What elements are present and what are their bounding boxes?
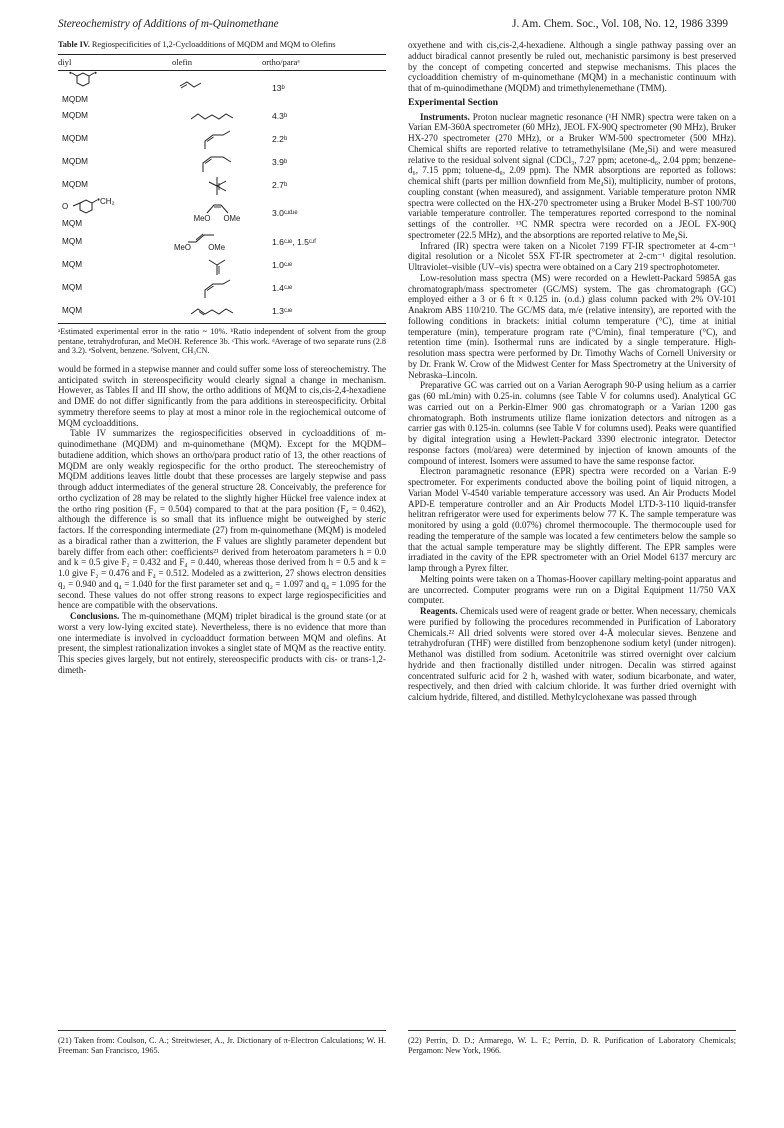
ch2-label: CH₂ [100,197,115,207]
diyl-label: MQM [62,260,83,270]
table-footnote: ᵃEstimated experimental error in the ratio ~ 10%. ᵇRatio independent of solvent from the group pentane, tetrahydrofuran, and MeOH. Reference 3b. ᶜThis work. ᵈAverage of two separate runs (2.8 and 3.2). ᵉSolvent, benzene. ᶠSolvent, CH₃CN. [58,327,386,356]
col-header-ratio: ortho/paraᵃ [262,55,386,71]
paragraph-table-iv-summary: Table IV summarizes the regiospecificities observed in cycloadditions of m-quinodimethane (MQDM) and m-quinomethane (MQM). Except for the MQDM–butadiene addition, which shows an ortho/para product ratio of 13, the other reactions of MQDM are only weakly regiospecific for the ortho product. The stereochemistry of MQDM additions leaves little doubt that these processes are largely stepwise and pass through adduct intermediates of the general structure 28. Conceivably, the preference for ortho cyclization of 28 may be related to the slightly higher Hückel free valence index at the ortho ring position (F₂ = 0.504) compared to that at the para position (F₄ = 0.462), although the difference is so small that its influence might be outweighed by steric factors. If the corresponding intermediate (27) from m-quinomethane (MQM) is modeled as a biradical rather than a zwitterion, the F values are slightly parameter dependent but barely differ from each other: coefficients²¹ derived from heteroatom parameters h = 0.0 and k = 0.5 give F₂ = 0.432 and F₄ = 0.440, whereas those derived from h = 0.5 and k = 1.0 give F₂ = 0.476 and F₄ = 0.512. Modeled as a zwitterion, 27 shows electron densities q₂ = 0.940 and q₄ = 1.040 for the first parameter set and q₂ = 1.097 and q₄ = 1.095 for the second. These values do not offer strong reasons to expect large regiospecificities and hence are compatible with the observations. [58,428,386,611]
table-row [58,151,386,174]
olefin-label: MeO OMe [174,242,226,252]
table-caption-label: Table IV. [58,40,90,49]
table-row [58,300,386,324]
col-header-diyl: diyl [58,55,172,71]
isobutene-structure-icon [197,255,237,277]
cis-diene-structure-icon [197,129,237,151]
paragraph-epr: Electron paramagnetic resonance (EPR) spectra were recorded on a Varian E-9 spectrometer. For experiments conducted above the boiling point of liquid nitrogen, a Varian Model V-4540 variable temperature accessory was used. An Air Products Model APD-E temperature controller and an Air Products Model LTD-3-110 liquid-transfer helitran refrigerator were used for experiments below 77 K. The sample temperature was monitored by using a gold (0.07%) chromel thermocouple. The thermocouple used for reading the temperature of the sample was located a few centimeters below the sample so that the actual sample temperature may be slightly different. The EPR samples were irradiated in the cavity of the EPR spectrometer with an Oriel Model 6137 mercury arc lamp through a Pyrex filter. [408,466,736,573]
col-header-olefin: olefin [172,55,262,71]
reagents-heading: Reagents. [420,606,458,616]
ratio-value: 13ᵇ [272,82,285,93]
hexadiene-structure-icon [187,110,247,124]
table-row [58,197,386,230]
table-row [58,128,386,151]
conclusions-text: The m-quinomethane (MQM) triplet biradical is the ground state (or at worst a very low-lying excited state). Nevertheless, there is no evidence that more than one intermediate is involved in cycloadduct formation between MQM and olefins. At present, the simplest rationalization invokes a singlet state of MQM as the reactive entity. This species gives largely, but not entirely, stereospecific products with cis- or trans-1,2-dimeth- [58,611,386,675]
table-row [58,174,386,197]
cis-dme-structure-icon [197,202,237,214]
journal-article-title: Stereochemistry of Additions of m-Quinomethane [58,18,279,30]
ratio-value: 2.2ᵇ [272,134,288,145]
ratio-value: 1.0ᶜʴᵉ [272,260,293,271]
paragraph-ms: Low-resolution mass spectra (MS) were recorded on a Hewlett-Packard 5985A gas chromatograph/mass spectrometer (GC/MS) system. The gas chromatograph (GC) employed either a 3 or 6 ft × 0.125 in. (o.d.) glass column packed with 2% OV-101 Anakrom ABS 110/210. The GC/MS data, m/e (relative intensity), are reported with the following conditions in brackets: initial column temperature (°C), time at initial temperature (min), temperature program rate (°C/min), final temperature (°C), and retention time (min). Isothermal runs are indicated by a single temperature. High-resolution mass spectra were performed by Dr. Timothy Wachs of Cornell University or by Dr. Frank W. Crow of the Midwest Center for Mass Spectrometry at the University of Nebraska–Lincoln. [408,272,736,380]
ratio-value: 4.3ᵇ [272,111,288,122]
table-row [58,254,386,277]
paragraph-ir: Infrared (IR) spectra were taken on a Nicolet 7199 FT-IR spectrometer at 4-cm⁻¹ digital resolution or a Nicolet 5SX FT-IR spectrometer at 2-cm⁻¹ digital resolution. Ultraviolet–visible (UV–vis) spectra were obtained on a Cary 219 spectrophotometer. [408,240,736,272]
dimethyl-diene-structure-icon [197,175,237,197]
conclusions-heading: Conclusions. [70,611,120,622]
footnote-22: (22) Perrin, D. D.; Armarego, W. L. F.; Perrin, D. R. Purification of Laboratory Chemicals; Pergamon: New York, 1966. [408,1036,736,1055]
diyl-label: MQM [58,300,172,324]
footnote-rule-left [58,1030,386,1031]
hexadiene-structure-icon [187,305,247,319]
instruments-heading: Instruments. [420,111,470,122]
diyl-label: MQDM [62,157,88,167]
diyl-label: MQDM [62,111,88,121]
paragraph-stereochemistry: would be formed in a stepwise manner and could suffer some loss of stereochemistry. The anticipated switch in stereospecificity would clearly signal a change in mechanism. However, as Tables II and III show, the ortho additions of MQM to cis,cis-2,4-hexadiene and DME do not differ significantly from the para additions in stereospecificity. Orbital symmetry therefore seems to play at most a minor role in the regiochemical outcome of MQM cycloadditions. [58,363,386,428]
oxygen-label: O [62,202,69,212]
paragraph-conclusions [58,611,386,676]
table-row [58,70,386,105]
diyl-label: MQDM [62,94,88,104]
instruments-text: Proton nuclear magnetic resonance (¹H NMR) spectra were taken on a Varian EM-360A spectrometer (60 MHz), JEOL FX-90Q spectrometer (90 MHz), Bruker HX-270 spectrometer (270 MHz), or a Bruker WM-500 spectrometer (500 MHz). Chemical shifts are reported relative to tetramethylsilane (Me₄Si) and were measured relative to the residual solvent signal (CDCl₃, 7.27 ppm; acetone-d₆, 2.04 ppm; benzene-d₆, 7.15 ppm; toluene-d₈, 2.09 ppm). The NMR absorptions are reported as follows: chemical shift (parts per million downfield from Me₄Si), multiplicity, number of protons, coupling constant (when measured), and assignment. Variable temperature proton NMR spectra were collected on the HX-270 spectrometer using a Bruker Model B-ST 100/700 variable temperature controller. The temperatures reported correspond to the nominal settings of the controller. ¹³C NMR spectra were recorded on a JEOL FX-90Q spectrometer (22.5 MHz), and the absorptions are reported relative to Me₄Si. [408,111,736,240]
table-caption [58,40,386,50]
journal-citation: J. Am. Chem. Soc., Vol. 108, No. 12, 1986 3399 [512,18,728,30]
table-row [58,277,386,300]
diyl-label: MQDM [62,134,88,144]
cis-diene-structure-icon [197,278,237,300]
ratio-value: 1.3ᶜʴᵉ [262,300,386,324]
olefin-label: MeO OMe [193,214,241,224]
ratio-value: 1.4ᶜʴᵉ [272,283,293,294]
footnote-rule-right [408,1030,736,1031]
right-column [408,40,736,703]
table-row [58,105,386,128]
paragraph-melting-points: Melting points were taken on a Thomas-Hoover capillary melting-point apparatus and are uncorrected. Computer programs were run on a Digital Equipment 11/750 VAX computer. [408,573,736,606]
paragraph-reagents [408,606,736,703]
paragraph-continued: oxyethene and with cis,cis-2,4-hexadiene. Although a single pathway passing over an adduct biradical cannot presently be ruled out, mechanistic parsimony is best preserved by the concept of competing concerted and stepwise mechanisms. This places the cycloaddition chemistry of m-quinomethane (MQM) in a mechanistic continuum with that of m-quinodimethane (MQDM) and trimethylenemethane (TMM). [408,40,736,93]
ratio-value: 1.6ᶜʴᵉ, 1.5ᶜʴᶠ [272,236,317,247]
table-row [58,230,386,254]
running-header [58,18,728,34]
regiospecificity-table [58,54,386,324]
section-heading: Experimental Section [408,96,499,108]
mqdm-structure-icon [62,71,102,93]
ratio-value: 3.0ᶜʴᵈʴᵉ [272,208,298,219]
diyl-label: MQM [62,236,83,246]
trans-dme-structure-icon [172,231,232,243]
reagents-text: Chemicals used were of reagent grade or better. When necessary, chemicals were purified by following the procedures recommended in Purification of Laboratory Chemicals.²² All dried solvents were stored over 4-Å molecular sieves. Benzene and tetrahydrofuran (THF) were distilled from benzophenone sodium ketyl (under nitrogen). Methanol was distilled from sodium. Acetonitrile was stirred overnight over calcium hydride and then fractionally distilled under nitrogen. Decalin was stirred against concentrated sulfuric acid for 2 h, washed with water, sodium bicarbonate, and water, respectively, and then dried with calcium chloride. It was further dried overnight with calcium hydride, filtered, and distilled. Methylcyclohexane was passed through [408,606,736,702]
ratio-value: 3.9ᵇ [272,157,288,168]
diyl-label: MQM [62,219,83,229]
butadiene-structure-icon [172,79,212,93]
diyl-label: MQM [62,283,83,293]
ratio-value: 2.7ᵇ [272,180,288,191]
table-header-row [58,55,386,71]
footnote-21: (21) Taken from: Coulson, C. A.; Streitwieser, A., Jr. Dictionary of π-Electron Calculations; W. H. Freeman: San Francisco, 1965. [58,1036,386,1055]
paragraph-gc: Preparative GC was carried out on a Varian Aerograph 90-P using helium as a carrier gas (60 mL/min) with 0.25-in. columns (see Table V for columns used). Analytical GC was carried out on a Perkin-Elmer 900 gas chromatograph or a Varian 1200 gas chromatograph. Both instruments utilize flame ionization detectors and nitrogen as a carrier gas with 0.125-in. columns (see Table V for columns used). Peaks were quantified by digital integration using a Hewlett-Packard 3390 electronic integrator. Detector response factors (mol/area) were determined by injection of known amounts of the compound of interest. Isomers were assumed to have the same response factor. [408,380,736,466]
left-column [58,40,386,676]
paragraph-instruments [408,112,736,241]
diyl-label: MQDM [62,180,88,190]
trans-diene-structure-icon [195,152,239,174]
table-caption-text: Regiospecificities of 1,2-Cycloadditions of MQDM and MQM to Olefins [89,40,336,49]
